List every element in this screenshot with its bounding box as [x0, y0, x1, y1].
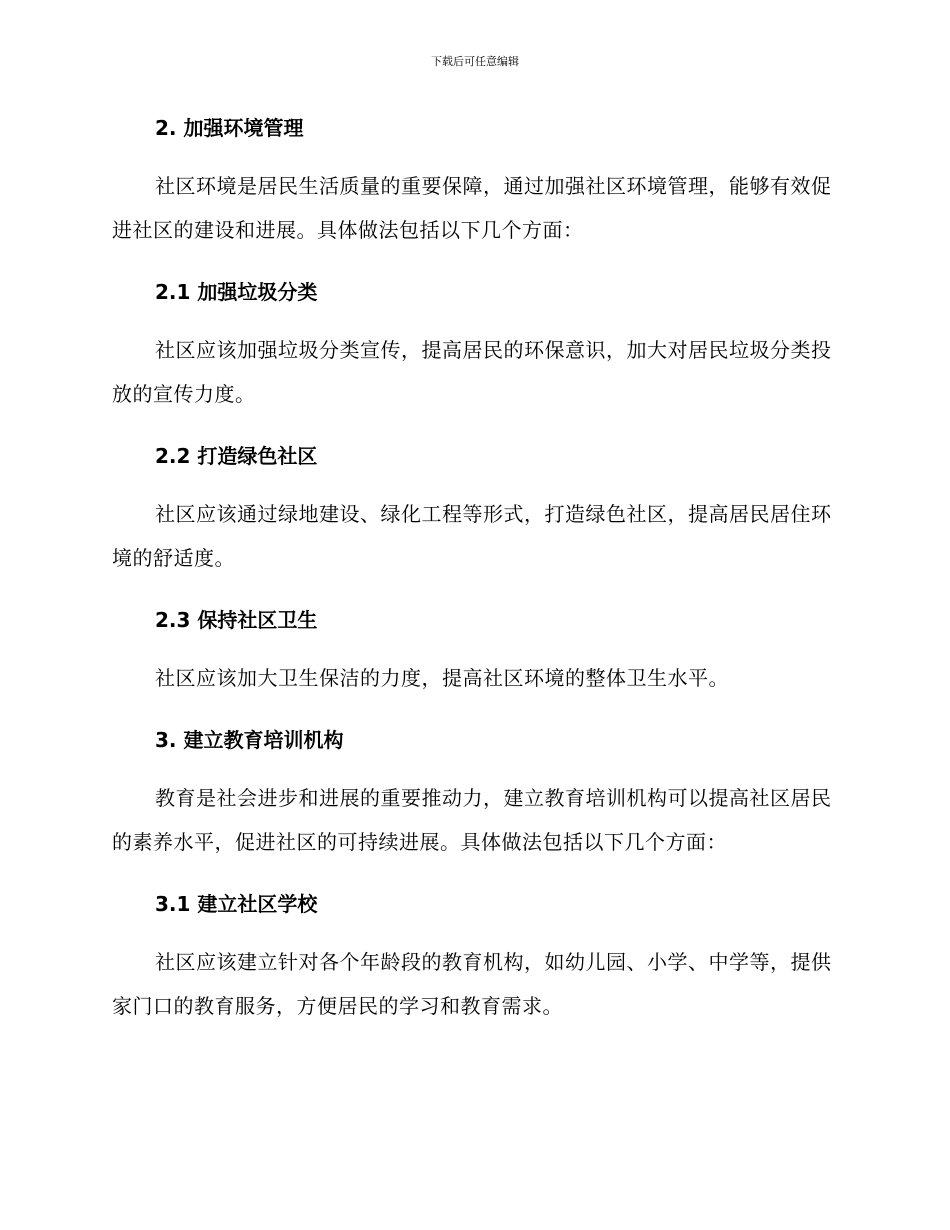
section-heading: 3. 建立教育培训机构	[155, 728, 344, 752]
section-paragraph: 社区应该通过绿地建设、绿化工程等形式，打造绿色社区，提高居民居住环境的舒适度。	[112, 502, 832, 570]
section-heading: 2.2 打造绿色社区	[155, 444, 318, 468]
section-heading: 3.1 建立社区学校	[155, 892, 318, 916]
section-heading: 2.1 加强垃圾分类	[155, 280, 318, 304]
header-note: 下载后可任意编辑	[431, 55, 519, 68]
section-heading: 2.3 保持社区卫生	[155, 608, 318, 632]
section-paragraph: 教育是社会进步和进展的重要推动力，建立教育培训机构可以提高社区居民的素养水平，促进社区的可持续进展。具体做法包括以下几个方面：	[112, 786, 832, 854]
document-body	[112, 108, 832, 1028]
section-paragraph: 社区环境是居民生活质量的重要保障，通过加强社区环境管理，能够有效促进社区的建设和进展。具体做法包括以下几个方面：	[112, 174, 832, 242]
section-paragraph: 社区应该加强垃圾分类宣传，提高居民的环保意识，加大对居民垃圾分类投放的宣传力度。	[112, 338, 832, 406]
section-paragraph: 社区应该建立针对各个年龄段的教育机构，如幼儿园、小学、中学等，提供家门口的教育服务，方便居民的学习和教育需求。	[112, 950, 832, 1018]
section-paragraph: 社区应该加大卫生保洁的力度，提高社区环境的整体卫生水平。	[155, 666, 729, 690]
section-heading: 2. 加强环境管理	[155, 116, 304, 140]
